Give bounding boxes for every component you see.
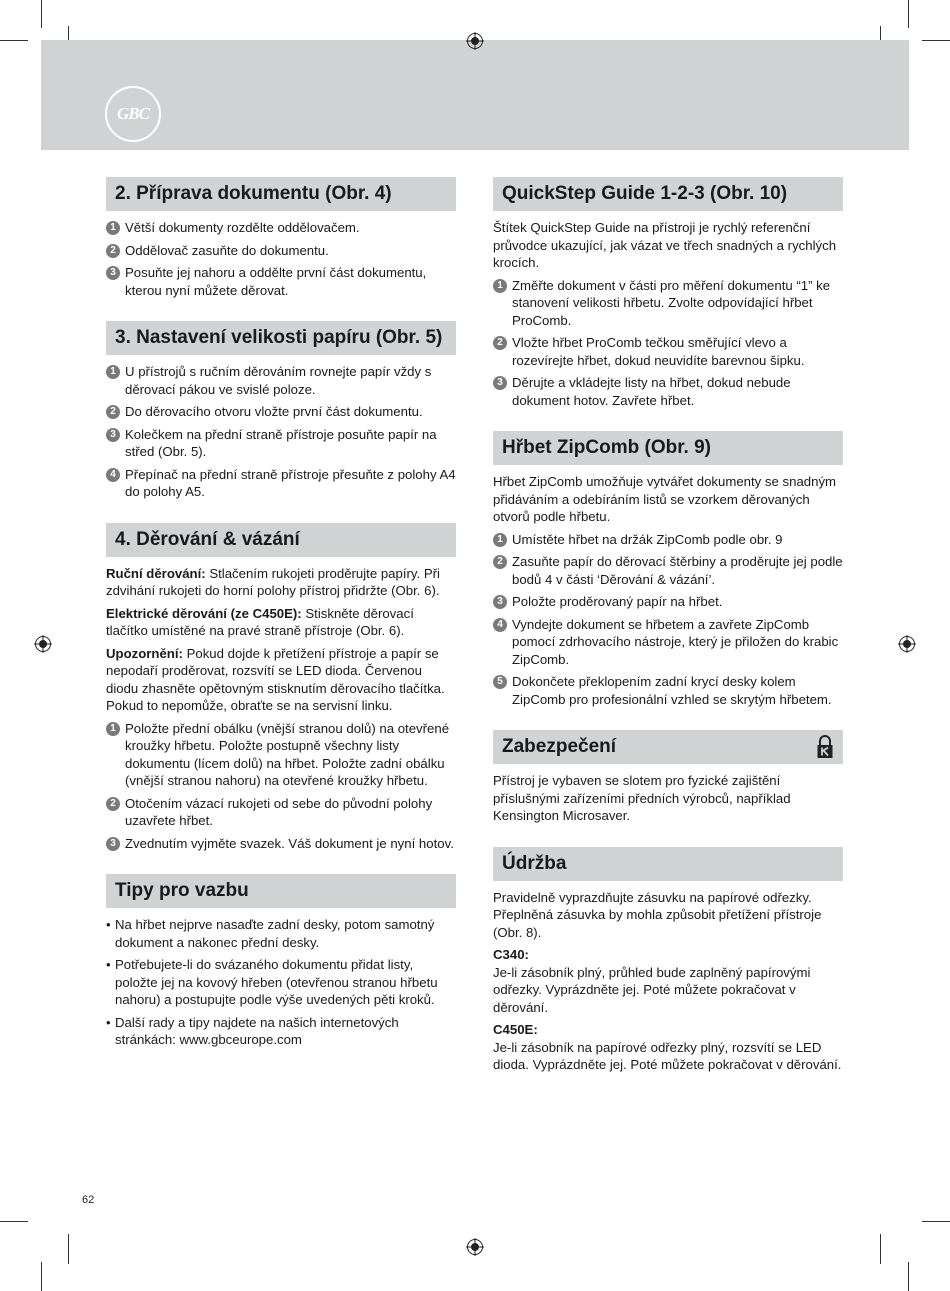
list-item: • Další rady a tipy najdete na našich internetových stránkách: www.gbceurope.com bbox=[106, 1014, 399, 1047]
crop-mark bbox=[0, 40, 28, 41]
section-heading: 4. Děrování & vázání bbox=[106, 523, 456, 557]
crop-mark bbox=[880, 1234, 881, 1264]
bullet-icon: • bbox=[106, 1014, 111, 1030]
section-heading: 2. Příprava dokumentu (Obr. 4) bbox=[106, 177, 456, 211]
crop-mark bbox=[908, 1262, 909, 1291]
list-item: 4 Vyndejte dokument se hřbetem a zavřete ZipComb pomocí zdrhovacího nástroje, který je přiložen do krabic ZipComb. bbox=[493, 616, 843, 669]
list-item: 1 U přístrojů s ručním děrováním rovnejte papír vždy s děrovací pákou ve svislé poloze. bbox=[106, 363, 456, 398]
kensington-lock-icon bbox=[816, 735, 834, 759]
step-number-icon: 2 bbox=[493, 336, 507, 350]
section-security bbox=[493, 730, 843, 825]
section-maintenance bbox=[493, 847, 843, 1074]
crop-mark bbox=[41, 0, 42, 28]
list-item: 4 Přepínač na přední straně přístroje přesuňte z polohy A4 do polohy A5. bbox=[106, 466, 456, 501]
list-item: 2 Oddělovač zasuňte do dokumentu. bbox=[106, 242, 456, 260]
registration-mark-icon bbox=[466, 1238, 484, 1256]
paragraph: Hřbet ZipComb umožňuje vytvářet dokumenty se snadným přidáváním a odebíráním listů se vzorkem děrovaných otvorů podle hřbetu. bbox=[493, 474, 837, 524]
gbc-logo: GBC bbox=[105, 86, 161, 142]
list-item: 3 Zvednutím vyjměte svazek. Váš dokument je nyní hotov. bbox=[106, 835, 456, 853]
registration-mark-icon bbox=[34, 635, 52, 653]
paragraph: Štítek QuickStep Guide na přístroji je rychlý referenční průvodce ukazující, jak vázat ve třech snadných a rychlých krocích. bbox=[493, 220, 837, 270]
paragraph: Upozornění: Pokud dojde k přetížení přístroje a papír se nepodaří proděrovat, rozsvítí se LED dioda. Červenou diodu zhasněte opětovným stisknutím děrovacího tlačítka. Pokud to nepomůže, obraťte se na servisní linku. bbox=[106, 645, 445, 713]
list-item: • Na hřbet nejprve nasaďte zadní desky, potom samotný dokument a nakonec přední desky. bbox=[106, 917, 435, 950]
list-item: 1 Položte přední obálku (vnější stranou dolů) na otevřené kroužky hřbetu. Položte postupně všechny listy dokumentu (lícem dolů) na hřbet. Položte zadní obálku (vnější stranou nahoru) na otevřené kroužky hřbetu. bbox=[106, 720, 456, 790]
paragraph: Přístroj je vybaven se slotem pro fyzické zajištění příslušnými zařízeními předních výrobců, například Kensington Microsaver. bbox=[493, 773, 791, 823]
right-column bbox=[493, 177, 843, 1096]
section-document-prep bbox=[106, 177, 456, 299]
list-item: 5 Dokončete překlopením zadní krycí desky kolem ZipComb pro profesionální vzhled se skrytým hřbetem. bbox=[493, 673, 843, 708]
section-heading: QuickStep Guide 1-2-3 (Obr. 10) bbox=[493, 177, 843, 211]
left-column bbox=[106, 177, 456, 1071]
section-heading: Hřbet ZipComb (Obr. 9) bbox=[493, 431, 843, 465]
list-item: 3 Položte proděrovaný papír na hřbet. bbox=[493, 593, 843, 611]
paragraph: Elektrické děrování (ze C450E): Stiskněte děrovací tlačítko umístěné na pravé straně přístroje (Obr. 6). bbox=[106, 605, 414, 638]
section-punching-binding bbox=[106, 523, 456, 853]
list-item: 1 Změřte dokument v části pro měření dokumentu “1” ke stanovení velikosti hřbetu. Zvolte odpovídající hřbet ProComb. bbox=[493, 277, 843, 330]
step-number-icon: 4 bbox=[493, 618, 507, 632]
step-number-icon: 3 bbox=[106, 837, 120, 851]
paragraph: C340: bbox=[493, 947, 529, 962]
step-number-icon: 3 bbox=[493, 595, 507, 609]
page-number: 62 bbox=[82, 1194, 95, 1206]
step-number-icon: 2 bbox=[106, 244, 120, 258]
crop-mark bbox=[922, 1221, 950, 1222]
list-item: 1 Umístěte hřbet na držák ZipComb podle obr. 9 bbox=[493, 531, 843, 549]
section-quickstep bbox=[493, 177, 843, 409]
step-number-icon: 3 bbox=[106, 266, 120, 280]
list-item: • Potřebujete-li do svázaného dokumentu přidat listy, položte jej na kovový hřeben (otevřenou stranou hřbetu nahoru) a postupujte podle výše uvedených pěti kroků. bbox=[106, 957, 438, 1007]
step-number-icon: 5 bbox=[493, 675, 507, 689]
section-tips bbox=[106, 874, 456, 1049]
list-item: 3 Kolečkem na přední straně přístroje posuňte papír na střed (Obr. 5). bbox=[106, 426, 456, 461]
list-item: 2 Do děrovacího otvoru vložte první část dokumentu. bbox=[106, 403, 456, 421]
bullet-icon: • bbox=[106, 917, 111, 932]
list-item: 2 Vložte hřbet ProComb tečkou směřující vlevo a rozevírejte hřbet, dokud neuvidíte barevnou šipku. bbox=[493, 334, 843, 369]
step-number-icon: 1 bbox=[493, 533, 507, 547]
step-number-icon: 2 bbox=[493, 555, 507, 569]
step-number-icon: 2 bbox=[106, 405, 120, 419]
step-number-icon: 1 bbox=[106, 221, 120, 235]
crop-mark bbox=[908, 0, 909, 28]
list-item: 1 Větší dokumenty rozdělte oddělovačem. bbox=[106, 219, 456, 237]
crop-mark bbox=[922, 40, 950, 41]
step-number-icon: 1 bbox=[106, 722, 120, 736]
paragraph: Je-li zásobník na papírové odřezky plný, rozsvítí se LED dioda. Vyprázdněte jej. Poté můžete pokračovat v děrování. bbox=[493, 1039, 842, 1072]
registration-mark-icon bbox=[898, 635, 916, 653]
list-item: 2 Zasuňte papír do děrovací štěrbiny a proděrujte jej podle bodů 4 v části ‘Děrování & vázání’. bbox=[493, 553, 843, 588]
list-item: 3 Posuňte jej nahoru a oddělte první část dokumentu, kterou nyní můžete děrovat. bbox=[106, 264, 456, 299]
crop-mark bbox=[41, 1262, 42, 1291]
bullet-icon: • bbox=[106, 957, 111, 972]
step-number-icon: 3 bbox=[106, 428, 120, 442]
paragraph: Ruční děrování: Stlačením rukojeti proděrujte papíry. Při zdvihání rukojeti do horní polohy přístroj přidržte (Obr. 6). bbox=[106, 565, 440, 598]
list-item: 3 Děrujte a vkládejte listy na hřbet, dokud nebude dokument hotov. Zavřete hřbet. bbox=[493, 374, 843, 409]
section-heading: Tipy pro vazbu bbox=[106, 874, 456, 908]
paragraph: Pravidelně vyprazdňujte zásuvku na papírové odřezky. Přeplněná zásuvka by mohla způsobit přetížení přístroje (Obr. 8). bbox=[493, 889, 822, 940]
list-item: 2 Otočením vázací rukojeti od sebe do původní polohy uzavřete hřbet. bbox=[106, 795, 456, 830]
step-number-icon: 3 bbox=[493, 376, 507, 390]
step-number-icon: 1 bbox=[493, 279, 507, 293]
header-band bbox=[41, 40, 909, 150]
section-heading: Zabezpečení bbox=[493, 730, 843, 764]
paragraph: Je-li zásobník plný, průhled bude zaplněný papírovými odřezky. Vyprázdněte jej. Poté můžete pokračovat v děrování. bbox=[493, 964, 811, 1015]
step-number-icon: 1 bbox=[106, 365, 120, 379]
step-number-icon: 2 bbox=[106, 797, 120, 811]
registration-mark-icon bbox=[466, 32, 484, 50]
section-paper-size bbox=[106, 321, 456, 501]
section-heading: Údržba bbox=[493, 847, 843, 881]
crop-mark bbox=[0, 1221, 28, 1222]
paragraph: C450E: bbox=[493, 1022, 538, 1037]
crop-mark bbox=[68, 1234, 69, 1264]
section-heading: 3. Nastavení velikosti papíru (Obr. 5) bbox=[106, 321, 456, 355]
step-number-icon: 4 bbox=[106, 468, 120, 482]
section-zipcomb bbox=[493, 431, 843, 708]
